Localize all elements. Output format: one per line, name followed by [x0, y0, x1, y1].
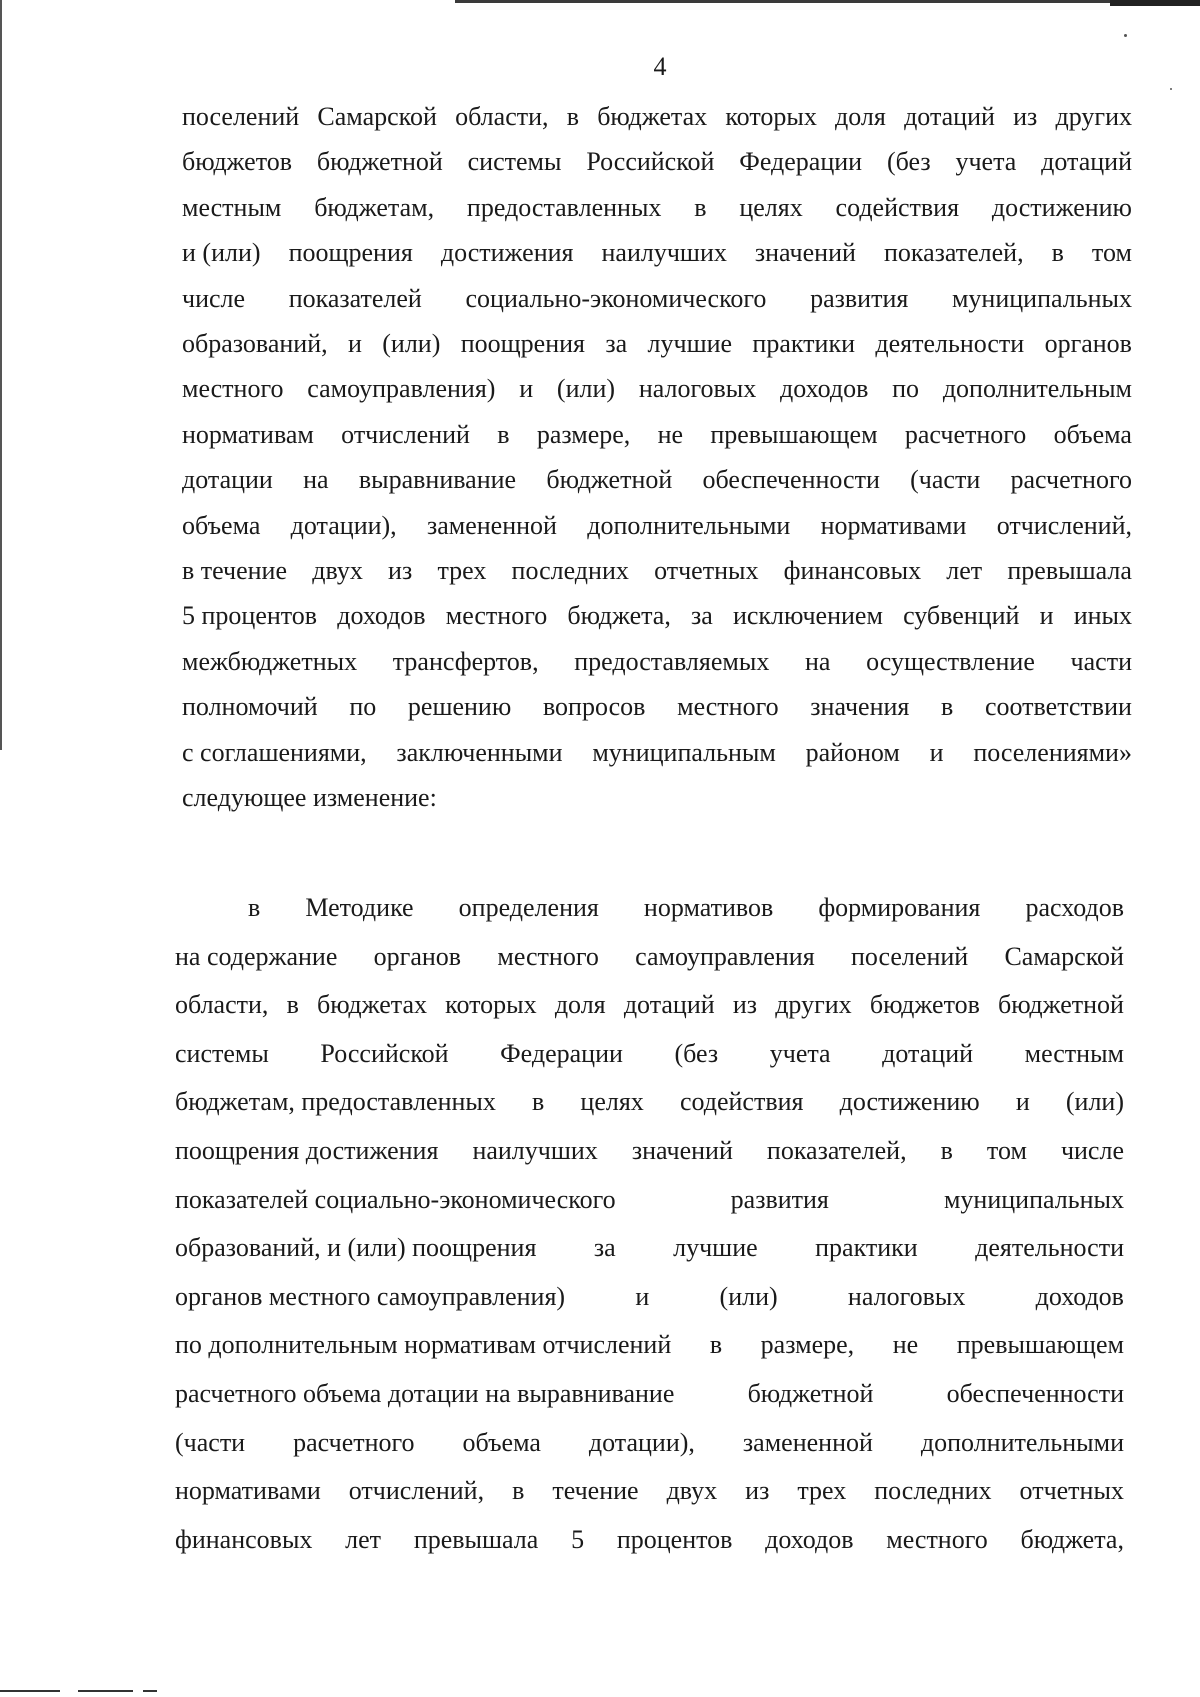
text-line	[182, 193, 1132, 223]
word: в течение	[182, 556, 288, 585]
word: наилучших	[472, 1136, 598, 1165]
word: том	[986, 1136, 1027, 1165]
word: Федерации	[500, 1038, 623, 1068]
word: развития	[810, 283, 909, 313]
word: доходов	[337, 601, 426, 631]
word: социально-экономического	[465, 283, 767, 313]
word: объема	[1053, 419, 1132, 449]
word: целях	[580, 1087, 644, 1117]
text-line	[182, 329, 1132, 359]
word: местного	[182, 374, 284, 404]
word: системы	[175, 1038, 269, 1068]
word: содействия	[679, 1087, 804, 1117]
word: налоговых	[638, 374, 757, 404]
word: числе	[1060, 1136, 1124, 1165]
word: финансовых	[783, 556, 922, 585]
word: по	[349, 692, 377, 722]
page-number: 4	[653, 52, 667, 81]
text-line	[175, 1233, 1124, 1263]
word: замененной	[742, 1427, 873, 1457]
word: двух	[312, 556, 363, 585]
word: значений	[631, 1136, 733, 1165]
word: доходов	[765, 1524, 854, 1554]
word: на	[303, 465, 329, 495]
text-line	[182, 738, 1132, 768]
word: дотаций	[904, 102, 995, 131]
word: органов местного самоуправления)	[175, 1281, 566, 1311]
word: муниципальным	[592, 737, 776, 767]
word: том	[1091, 238, 1132, 268]
word: местного	[677, 692, 779, 722]
word: (части	[910, 465, 981, 495]
text-line	[182, 420, 1132, 450]
word: самоуправления)	[307, 374, 496, 404]
text-line	[182, 147, 1132, 177]
text-line	[175, 1282, 1124, 1312]
word: предоставляемых	[574, 646, 770, 676]
word: дополнительным	[942, 374, 1132, 404]
word: (или)	[556, 374, 616, 404]
word: дотаций	[882, 1038, 974, 1068]
word: расчетного	[293, 1427, 415, 1457]
word: в	[694, 192, 707, 222]
word: Федерации	[739, 147, 863, 177]
text-line	[175, 1525, 1124, 1555]
word: двух	[666, 1476, 718, 1506]
word: расчетного	[904, 419, 1027, 449]
word: учета	[955, 147, 1017, 177]
word: объема	[182, 510, 261, 540]
word: в	[497, 419, 510, 449]
word: полномочий	[182, 692, 318, 722]
word: местного	[886, 1524, 988, 1554]
word: показателей,	[766, 1136, 907, 1165]
word: за	[593, 1233, 616, 1263]
scan-edge-bottom	[78, 1690, 133, 1692]
word: показателей	[288, 283, 422, 313]
word: других	[1055, 102, 1132, 131]
word: по дополнительным нормативам отчислений	[175, 1330, 672, 1360]
word: трех	[437, 556, 487, 585]
word: отчетных	[654, 556, 759, 585]
text-line	[175, 1039, 1124, 1069]
text-line	[175, 1476, 1124, 1506]
word: в	[1051, 238, 1064, 268]
word: поселений	[850, 941, 969, 971]
word: местного	[445, 601, 548, 631]
word: в	[512, 1476, 525, 1506]
word: бюджетной	[747, 1379, 874, 1408]
word: органов	[373, 941, 462, 971]
scan-edge-top	[455, 0, 1200, 3]
scan-edge-top-right	[1110, 0, 1200, 6]
text-line	[175, 990, 1124, 1020]
text-line	[182, 374, 1132, 404]
word: (без	[886, 147, 931, 177]
word: самоуправления	[635, 941, 815, 971]
word: (без	[674, 1038, 719, 1068]
word: бюджетам, предоставленных	[175, 1087, 496, 1117]
word: местного	[497, 941, 599, 971]
word: Российской	[320, 1038, 449, 1068]
word: дополнительными	[587, 510, 791, 540]
word: обеспеченности	[702, 465, 880, 495]
text-line	[182, 102, 1132, 132]
word: муниципальных	[943, 1184, 1124, 1214]
word: (или)	[382, 329, 441, 358]
word: определения	[458, 893, 599, 922]
word: финансовых	[175, 1524, 313, 1554]
word: области,	[175, 990, 269, 1020]
word: по	[892, 374, 920, 404]
word: превышала	[1007, 556, 1132, 585]
text-line	[182, 284, 1132, 314]
word: бюджета,	[567, 601, 671, 631]
word: 5 процентов	[182, 601, 318, 631]
word: бюджетов	[869, 990, 980, 1020]
word: предоставленных	[466, 192, 662, 222]
word: поселений	[182, 102, 300, 131]
word: трансфертов,	[392, 646, 539, 676]
word: и (или)	[182, 238, 261, 268]
word: образований,	[182, 329, 328, 358]
word: нормативов	[643, 893, 774, 922]
word: доля	[835, 102, 886, 131]
word: замененной	[426, 510, 557, 540]
word: образований, и (или) поощрения	[175, 1233, 537, 1263]
word: налоговых	[847, 1281, 966, 1311]
text-line	[182, 465, 1132, 495]
word: содействия	[835, 192, 960, 222]
word: из	[745, 1476, 770, 1506]
word: местным	[182, 192, 282, 222]
word: межбюджетных	[182, 646, 358, 676]
word: и	[635, 1281, 650, 1311]
word: бюджетной	[316, 147, 443, 177]
word: нормативам	[182, 419, 314, 449]
word: лет	[946, 556, 983, 585]
word: бюджетах	[317, 990, 427, 1020]
text-line	[182, 692, 1132, 722]
word: последних	[874, 1476, 992, 1506]
word: муниципальных	[951, 283, 1132, 313]
word: бюджетах	[597, 102, 708, 131]
word: развития	[730, 1184, 829, 1214]
word: и	[1015, 1087, 1030, 1117]
word: не	[892, 1330, 919, 1360]
word: (или)	[1065, 1087, 1124, 1117]
text-line	[175, 1087, 1124, 1117]
word: районом	[805, 737, 900, 767]
word: превышала	[413, 1524, 539, 1554]
word: дотаций	[1041, 147, 1132, 177]
word: размере,	[536, 419, 631, 449]
text-line	[175, 1185, 1124, 1215]
word: лучшие	[647, 329, 733, 358]
word: в	[709, 1330, 723, 1360]
word: части	[1070, 646, 1132, 676]
word: доходов	[1035, 1281, 1124, 1311]
word: показателей,	[883, 238, 1024, 268]
word: области,	[455, 102, 549, 131]
word: и	[519, 374, 534, 404]
word: дополнительными	[920, 1427, 1124, 1457]
word: иных	[1073, 601, 1132, 631]
word: дотаций	[623, 990, 715, 1020]
word: практики	[815, 1233, 918, 1263]
word: бюджетов	[182, 147, 293, 177]
text-line	[248, 893, 1124, 923]
word: (части	[175, 1427, 246, 1457]
scan-speck	[1170, 88, 1172, 90]
word: отчислений	[341, 419, 470, 449]
word: заключенными	[396, 737, 563, 767]
word: местным	[1024, 1038, 1124, 1068]
word: достижения	[440, 238, 574, 268]
text-line	[175, 1428, 1124, 1458]
word: учета	[769, 1038, 831, 1068]
scan-edge-bottom	[0, 1690, 60, 1692]
word: деятельности	[975, 1233, 1124, 1263]
word: органов	[1044, 329, 1132, 358]
word: поощрения	[288, 238, 413, 268]
word: исключением	[732, 601, 883, 631]
word: дотации),	[290, 510, 397, 540]
word: расчетного объема дотации на выравнивание	[175, 1379, 675, 1408]
word: соответствии	[984, 692, 1132, 722]
word: других	[775, 990, 852, 1020]
word: процентов	[616, 1524, 733, 1554]
word: (или)	[719, 1281, 778, 1311]
word: из	[732, 990, 758, 1020]
word: последних	[511, 556, 629, 585]
word: из	[388, 556, 413, 585]
word: в	[940, 1136, 953, 1165]
word: и	[1039, 601, 1054, 631]
word: и	[929, 737, 944, 767]
text-line	[182, 511, 1132, 541]
word: за	[691, 601, 713, 631]
word: трех	[797, 1476, 847, 1506]
word: лет	[345, 1524, 382, 1554]
word: значения	[810, 692, 910, 722]
word: бюджетной	[546, 465, 673, 495]
word: объема	[462, 1427, 541, 1457]
word: на	[804, 646, 831, 676]
word: течение	[552, 1476, 639, 1506]
word: обеспеченности	[946, 1379, 1124, 1408]
word: лучшие	[673, 1233, 758, 1263]
word: расходов	[1025, 893, 1124, 922]
word: которых	[725, 102, 817, 131]
word: целях	[739, 192, 803, 222]
word: наилучших	[601, 238, 727, 268]
word: показателей социально-экономического	[175, 1184, 616, 1214]
word: поселениями»	[973, 737, 1132, 767]
word: бюджетной	[998, 990, 1124, 1020]
text-line: следующее изменение:	[182, 783, 437, 812]
word: вопросов	[542, 692, 646, 722]
word: поощрения	[460, 329, 585, 358]
text-line	[182, 647, 1132, 677]
word: из	[1013, 102, 1038, 131]
word: в	[566, 102, 579, 131]
text-line	[175, 1136, 1124, 1166]
word: в	[941, 692, 954, 722]
word: поощрения достижения	[175, 1136, 439, 1165]
word: практики	[752, 329, 855, 358]
text-line	[175, 1379, 1124, 1409]
word: размере,	[760, 1330, 855, 1360]
word: доля	[554, 990, 606, 1020]
word: Самарской	[1004, 941, 1124, 971]
word: достижению	[839, 1087, 980, 1117]
word: отчетных	[1019, 1476, 1124, 1506]
word: Самарской	[317, 102, 437, 131]
word: которых	[445, 990, 537, 1020]
word: выравнивание	[358, 465, 517, 495]
word: расчетного	[1010, 465, 1132, 495]
word: формирования	[818, 893, 981, 922]
word: осуществление	[866, 646, 1035, 676]
scan-edge-left	[0, 0, 2, 750]
word: дотации),	[588, 1427, 695, 1457]
word: числе	[182, 283, 246, 313]
word: доходов	[780, 374, 869, 404]
word: достижению	[991, 192, 1132, 222]
text-line	[182, 238, 1132, 268]
word: в	[248, 893, 261, 922]
word: Методике	[305, 893, 414, 922]
word: с соглашениями,	[182, 737, 367, 767]
scan-edge-bottom	[143, 1690, 157, 1692]
text-line	[175, 942, 1124, 972]
word: бюджета,	[1020, 1524, 1124, 1554]
word: и	[347, 329, 362, 358]
word: за	[605, 329, 628, 358]
word: значений	[754, 238, 856, 268]
text-line	[175, 1330, 1124, 1360]
word: деятельности	[875, 329, 1025, 358]
word: отчислений,	[348, 1476, 485, 1506]
text-line	[182, 556, 1132, 586]
word: в	[286, 990, 299, 1020]
text-line	[182, 601, 1132, 631]
word: системы	[467, 147, 562, 177]
word: в	[532, 1087, 545, 1117]
word: превышающем	[710, 419, 878, 449]
word: нормативами	[175, 1476, 321, 1506]
word: бюджетам,	[314, 192, 435, 222]
word: 5	[571, 1524, 585, 1554]
word: дотации	[182, 465, 273, 495]
word: решению	[407, 692, 512, 722]
word: превышающем	[956, 1330, 1124, 1360]
word: на содержание	[175, 941, 338, 971]
word: субвенций	[903, 601, 1020, 631]
word: нормативами	[820, 510, 967, 540]
word: отчислений,	[996, 510, 1132, 540]
scan-speck	[1124, 34, 1127, 37]
word: Российской	[586, 147, 715, 177]
word: не	[657, 419, 684, 449]
